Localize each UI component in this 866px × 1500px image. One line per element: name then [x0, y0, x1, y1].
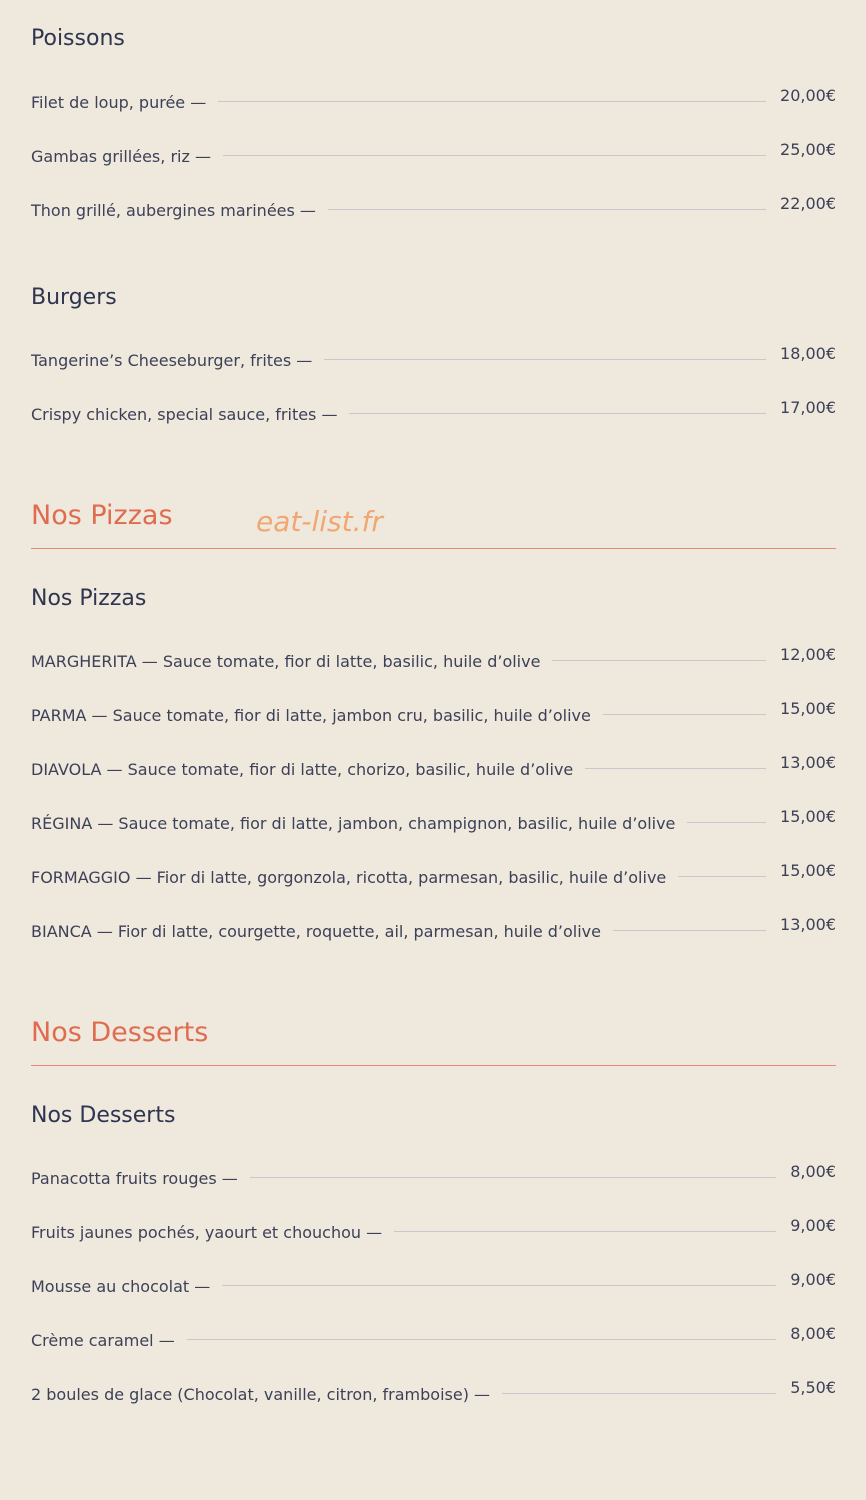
menu-item — [31, 807, 836, 835]
section-title-desserts: Nos Desserts — [31, 1017, 209, 1048]
group-title-burgers: Burgers — [31, 285, 117, 310]
leader-line — [613, 930, 766, 931]
item-name: Gambas grillées, riz — — [31, 147, 211, 166]
item-price: 15,00€ — [780, 807, 836, 826]
menu-item — [31, 140, 836, 168]
item-price: 17,00€ — [780, 398, 836, 417]
item-price: 8,00€ — [790, 1162, 836, 1181]
section-title-pizzas: Nos Pizzas — [31, 500, 173, 531]
item-price: 15,00€ — [780, 861, 836, 880]
item-price: 20,00€ — [780, 86, 836, 105]
item-name: DIAVOLA — Sauce tomate, fior di latte, chorizo, basilic, huile d’olive — [31, 760, 574, 779]
menu-item — [31, 1162, 836, 1190]
item-price: 22,00€ — [780, 194, 836, 213]
menu-item — [31, 915, 836, 943]
watermark: eat-list.fr — [256, 505, 383, 538]
item-name: 2 boules de glace (Chocolat, vanille, citron, framboise) — — [31, 1385, 491, 1404]
item-price: 5,50€ — [790, 1378, 836, 1397]
item-name: Filet de loup, purée — — [31, 93, 207, 112]
group-title-poissons: Poissons — [31, 26, 125, 51]
menu-item — [31, 861, 836, 889]
leader-line — [603, 714, 766, 715]
menu-item — [31, 1378, 836, 1406]
group-title-desserts: Nos Desserts — [31, 1103, 176, 1128]
menu-item — [31, 1216, 836, 1244]
leader-line — [394, 1231, 776, 1232]
menu-item — [31, 194, 836, 222]
item-name: RÉGINA — Sauce tomate, fior di latte, jambon, champignon, basilic, huile d’olive — [31, 814, 676, 833]
leader-line — [687, 822, 766, 823]
menu-item — [31, 699, 836, 727]
leader-line — [324, 359, 766, 360]
leader-line — [502, 1393, 776, 1394]
menu-item — [31, 753, 836, 781]
item-price: 9,00€ — [790, 1270, 836, 1289]
menu-item — [31, 86, 836, 114]
item-name: PARMA — Sauce tomate, fior di latte, jambon cru, basilic, huile d’olive — [31, 706, 591, 725]
menu-item — [31, 1324, 836, 1352]
item-name: BIANCA — Fior di latte, courgette, roquette, ail, parmesan, huile d’olive — [31, 922, 601, 941]
leader-line — [585, 768, 766, 769]
item-price: 12,00€ — [780, 645, 836, 664]
group-title-pizzas: Nos Pizzas — [31, 586, 147, 611]
menu-item — [31, 344, 836, 372]
item-name: Fruits jaunes pochés, yaourt et chouchou — — [31, 1223, 383, 1242]
section-divider — [31, 548, 836, 549]
leader-line — [222, 1285, 776, 1286]
item-price: 9,00€ — [790, 1216, 836, 1235]
leader-line — [223, 155, 766, 156]
leader-line — [328, 209, 766, 210]
item-name: Thon grillé, aubergines marinées — — [31, 201, 316, 220]
menu-item — [31, 645, 836, 673]
leader-line — [678, 876, 766, 877]
menu-item — [31, 398, 836, 426]
item-price: 13,00€ — [780, 753, 836, 772]
item-name: Tangerine’s Cheeseburger, frites — — [31, 351, 313, 370]
item-name: FORMAGGIO — Fior di latte, gorgonzola, ricotta, parmesan, basilic, huile d’olive — [31, 868, 667, 887]
item-name: Mousse au chocolat — — [31, 1277, 211, 1296]
item-name: Crème caramel — — [31, 1331, 175, 1350]
item-price: 13,00€ — [780, 915, 836, 934]
leader-line — [552, 660, 766, 661]
item-price: 18,00€ — [780, 344, 836, 363]
section-divider — [31, 1065, 836, 1066]
leader-line — [250, 1177, 776, 1178]
menu-item — [31, 1270, 836, 1298]
item-price: 15,00€ — [780, 699, 836, 718]
item-name: Panacotta fruits rouges — — [31, 1169, 238, 1188]
leader-line — [218, 101, 766, 102]
item-price: 8,00€ — [790, 1324, 836, 1343]
item-name: Crispy chicken, special sauce, frites — — [31, 405, 338, 424]
item-price: 25,00€ — [780, 140, 836, 159]
item-name: MARGHERITA — Sauce tomate, fior di latte, basilic, huile d’olive — [31, 652, 541, 671]
leader-line — [349, 413, 766, 414]
leader-line — [187, 1339, 776, 1340]
